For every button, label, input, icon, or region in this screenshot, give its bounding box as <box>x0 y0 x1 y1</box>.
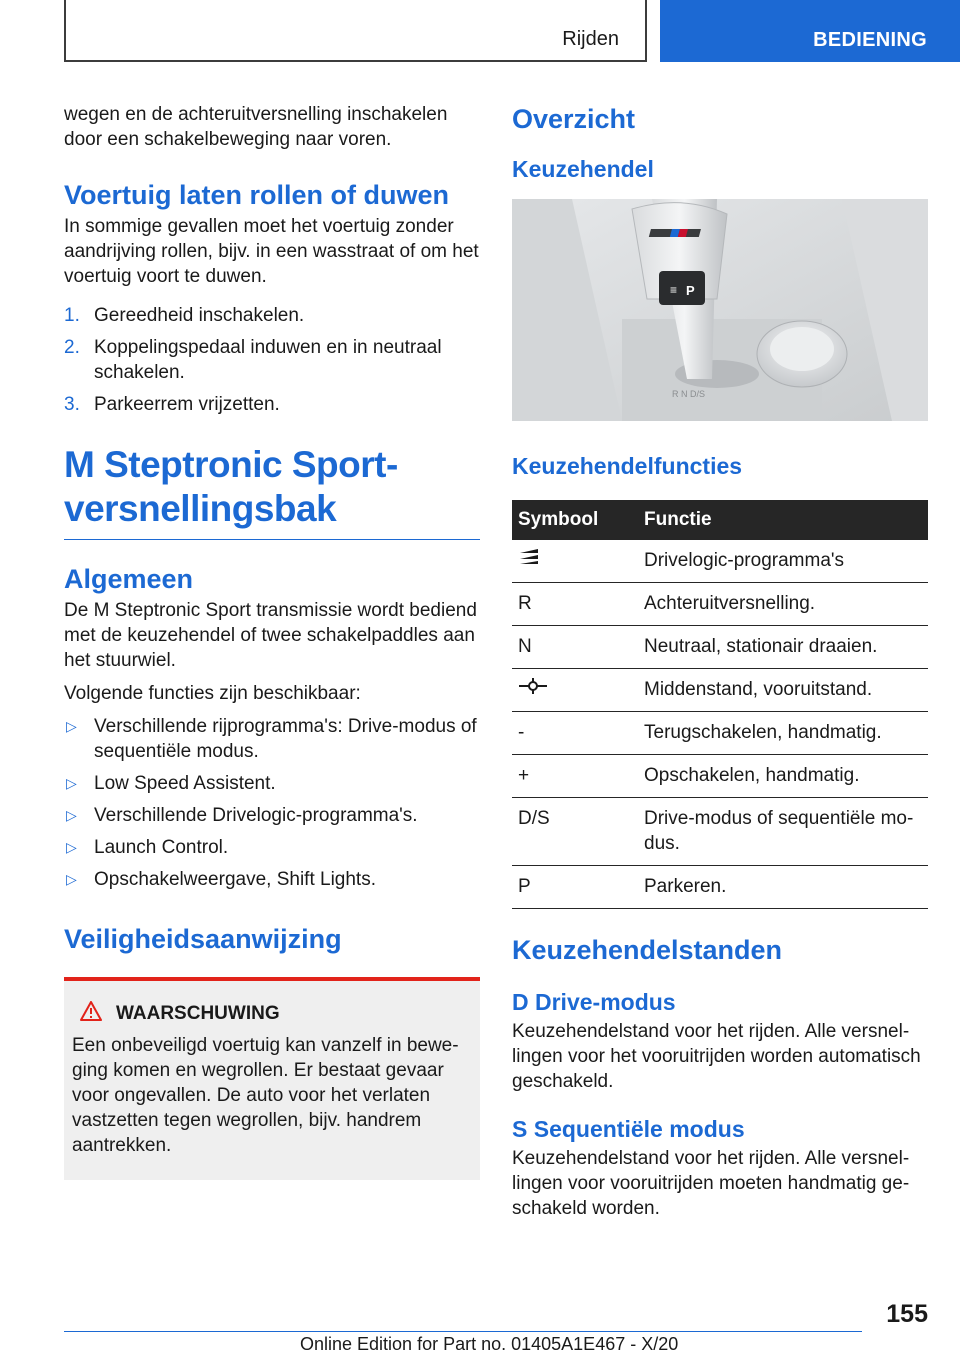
step-text: Koppelingspedaal induwen en in neutraal schakelen. <box>94 337 442 383</box>
step-text: Gereedheid inschakelen. <box>94 305 305 326</box>
table-cell-symbol: D/S <box>512 798 644 866</box>
step-text: Parkeerrem vrijzetten. <box>94 394 280 415</box>
table-cell-symbol: - <box>512 712 644 755</box>
s-mode-heading: S Sequentiële modus <box>512 1116 745 1142</box>
rollen-heading: Voertuig laten rollen of duwen <box>64 180 450 210</box>
safety-heading: Veiligheidsaanwijzing <box>64 924 342 954</box>
table-row <box>512 583 928 626</box>
table-row <box>512 755 928 798</box>
main-heading-rule <box>64 539 480 540</box>
triangle-bullet-icon: ▷ <box>66 718 77 734</box>
function-list-text: Low Speed Assistent. <box>94 773 276 794</box>
table-cell-function: Opschakelen, handmatig. <box>644 755 928 798</box>
functions-table <box>512 500 928 909</box>
header-left-frame <box>64 0 647 62</box>
warning-title: WAARSCHUWING <box>116 1003 280 1024</box>
center-position-icon <box>512 669 644 712</box>
footer-edition: Online Edition for Part no. 01405A1E467 - X/20 <box>300 1334 679 1354</box>
svg-text:≡: ≡ <box>670 283 678 297</box>
functions-list <box>64 714 480 892</box>
footer-rule <box>64 1331 862 1332</box>
function-list-item <box>64 803 480 828</box>
step-item <box>64 392 480 417</box>
function-list-item <box>64 835 480 860</box>
table-header-symbol: Symbool <box>512 500 644 540</box>
function-list-text: Opschakelweergave, Shift Lights. <box>94 869 376 890</box>
table-cell-function: Drivelogic-programma's <box>644 540 928 583</box>
step-number: 2. <box>64 337 80 358</box>
table-cell-symbol: + <box>512 755 644 798</box>
warning-title-row <box>80 1001 472 1027</box>
table-cell-symbol: N <box>512 626 644 669</box>
table-row <box>512 669 928 712</box>
steps-list <box>64 303 480 417</box>
table-header-row <box>512 500 928 540</box>
rollen-text: In sommige gevallen moet het voertuig zonder aandrijving rollen, bijv. in een wasstraat of om het voertuig voort te duwen. <box>64 216 479 287</box>
functies-intro: Volgende functies zijn beschikbaar: <box>64 683 361 704</box>
function-list-item <box>64 714 480 764</box>
function-list-item <box>64 771 480 796</box>
warning-box <box>64 977 480 1180</box>
table-cell-function: Parkeren. <box>644 866 928 909</box>
function-list-item <box>64 867 480 892</box>
function-list-text: Launch Control. <box>94 837 229 858</box>
table-row <box>512 866 928 909</box>
page-number: 155 <box>886 1300 928 1328</box>
left-column <box>64 102 480 1180</box>
d-mode-heading: D Drive-modus <box>512 989 676 1015</box>
table-row <box>512 540 928 583</box>
table-cell-function: Terugschakelen, handmatig. <box>644 712 928 755</box>
table-row <box>512 798 928 866</box>
svg-text:R N D/S: R N D/S <box>672 389 706 399</box>
step-item <box>64 335 480 385</box>
triangle-bullet-icon: ▷ <box>66 839 77 855</box>
drivelogic-icon <box>512 540 644 583</box>
step-item <box>64 303 480 328</box>
functies-heading: Keuzehendelfuncties <box>512 453 743 479</box>
algemeen-heading: Algemeen <box>64 564 194 594</box>
table-cell-function: Drive-modus of sequentiële modus. <box>644 798 928 866</box>
gear-selector-photo <box>512 199 928 421</box>
table-cell-function: Neutraal, stationair draaien. <box>644 626 928 669</box>
table-row <box>512 626 928 669</box>
table-header-function: Functie <box>644 500 928 540</box>
overzicht-heading: Overzicht <box>512 104 636 134</box>
svg-text:P: P <box>686 283 695 298</box>
intro-text: wegen en de achteruitversnelling inschakelen door een schakelbeweging naar voren. <box>64 104 448 150</box>
algemeen-text: De M Steptronic Sport transmissie wordt bediend met de keuzehendel of twee schakelpaddles aan het stuurwiel. <box>64 600 477 671</box>
table-cell-function: Middenstand, vooruitstand. <box>644 669 928 712</box>
standen-heading: Keuzehendelstanden <box>512 935 783 965</box>
triangle-bullet-icon: ▷ <box>66 871 77 887</box>
right-column <box>512 102 928 1221</box>
d-mode-text: Keuzehendelstand voor het rijden. Alle versnellingen voor het vooruitrijden worden automatisch geschakeld. <box>512 1021 921 1092</box>
warning-triangle-icon <box>80 1001 102 1027</box>
main-heading: M Steptronic Sportversnellingsbak <box>64 444 399 529</box>
function-list-text: Verschillende rijprogramma's: Drive-modus of sequentiële modus. <box>94 716 477 762</box>
header-chapter-tab: BEDIENING <box>660 0 960 62</box>
warning-text: Een onbeveiligd voertuig kan vanzelf in beweging komen en wegrollen. Er bestaat gevaar voor ongevallen. De auto voor het verlaten vastzetten tegen wegrollen, bijv. handrem aantrekken. <box>72 1035 459 1156</box>
table-cell-symbol: P <box>512 866 644 909</box>
table-cell-symbol: R <box>512 583 644 626</box>
triangle-bullet-icon: ▷ <box>66 807 77 823</box>
step-number: 1. <box>64 305 80 326</box>
triangle-bullet-icon: ▷ <box>66 775 77 791</box>
step-number: 3. <box>64 394 80 415</box>
header-section-title: Rijden <box>562 28 619 50</box>
keuzehendel-heading: Keuzehendel <box>512 156 654 182</box>
function-list-text: Verschillende Drivelogic-programma's. <box>94 805 418 826</box>
table-row <box>512 712 928 755</box>
table-cell-function: Achteruitversnelling. <box>644 583 928 626</box>
s-mode-text: Keuzehendelstand voor het rijden. Alle versnellingen voor vooruitrijden moeten handmatig geschakeld worden. <box>512 1148 910 1219</box>
